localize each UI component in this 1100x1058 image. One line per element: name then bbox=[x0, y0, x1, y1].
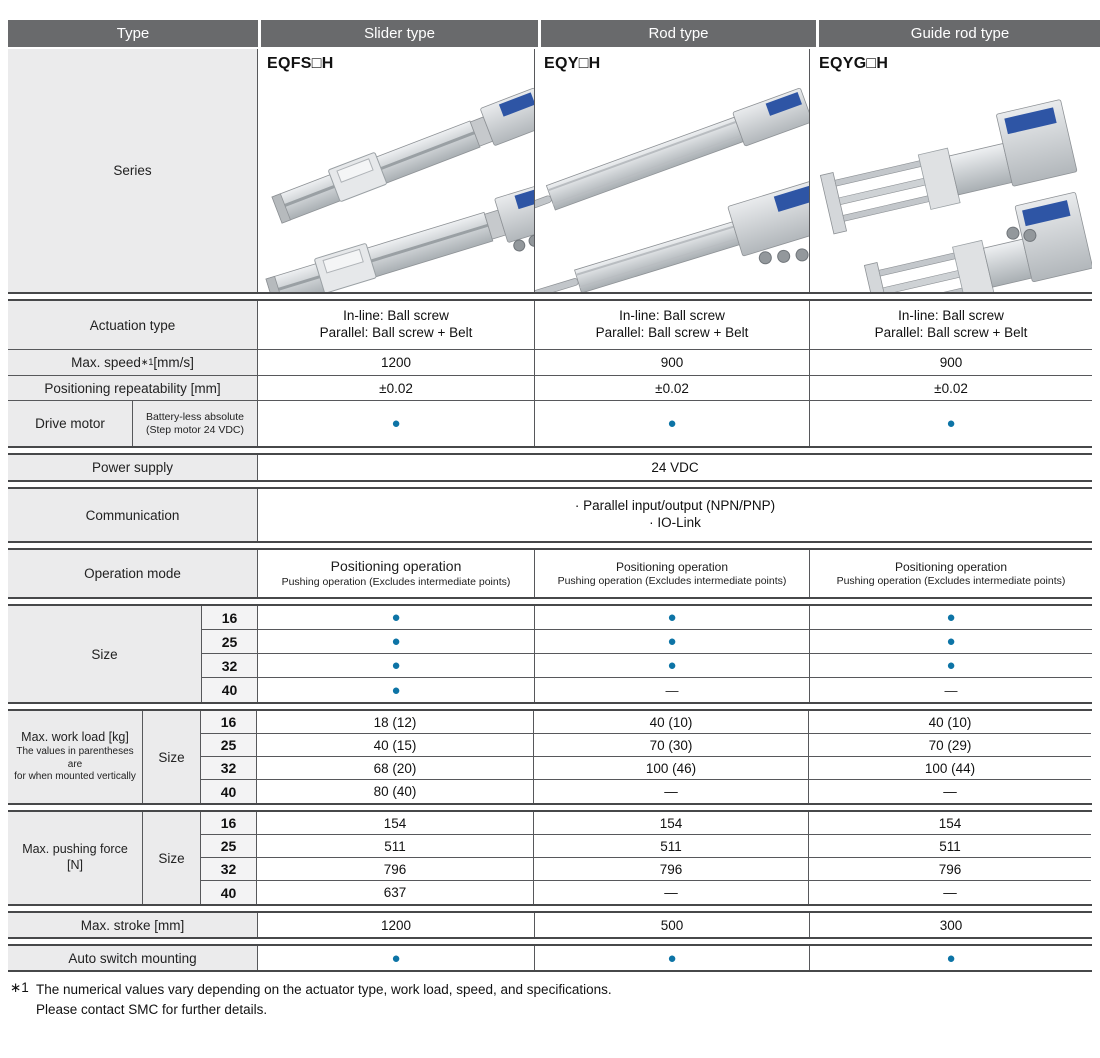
pushing-force-25-guide-rod: 511 bbox=[809, 835, 1091, 858]
power-supply-label: Power supply bbox=[8, 455, 258, 480]
max-stroke-section bbox=[8, 911, 1092, 939]
pushing-force-40-rod: — bbox=[534, 881, 809, 904]
header-slider-type: Slider type bbox=[261, 20, 538, 47]
pushing-force-16-guide-rod: 154 bbox=[809, 812, 1091, 835]
max-stroke-slider: 1200 bbox=[258, 913, 535, 937]
footnote bbox=[10, 980, 1092, 1021]
footnote-line-1: The numerical values vary depending on the actuator type, work load, speed, and specifications. bbox=[36, 982, 612, 997]
footnote-line-2: Please contact SMC for further details. bbox=[36, 1002, 268, 1018]
operation-mode-section bbox=[8, 548, 1092, 599]
pushing-force-16-slider: 154 bbox=[257, 812, 534, 835]
size-32-slider: ● bbox=[258, 654, 535, 678]
max-speed-guide-rod: 900 bbox=[810, 350, 1092, 376]
pushing-force-size-16: 16 bbox=[201, 812, 257, 835]
pushing-force-16-rod: 154 bbox=[534, 812, 809, 835]
communication-value: · Parallel input/output (NPN/PNP) · IO-Link bbox=[574, 498, 776, 530]
spec-section-main bbox=[8, 299, 1092, 448]
size-16-guide-rod: ● bbox=[810, 606, 1092, 630]
actuation-rod: In-line: Ball screw Parallel: Ball screw + Belt bbox=[535, 301, 810, 350]
series-model-guide-rod: EQYG□H bbox=[819, 55, 889, 72]
pushing-force-size-label: Size bbox=[143, 812, 201, 904]
drive-motor-rod: ● bbox=[535, 401, 810, 446]
work-load-16-slider: 18 (12) bbox=[257, 711, 534, 734]
pushing-force-40-guide-rod: — bbox=[943, 885, 957, 900]
max-stroke-guide-rod: 300 bbox=[939, 917, 963, 933]
drive-motor-slider: ● bbox=[258, 401, 535, 446]
series-label: Series bbox=[8, 49, 258, 292]
size-40-rod: — bbox=[535, 678, 810, 702]
pushing-force-label: Max. pushing force [N] bbox=[8, 812, 143, 904]
drive-motor-label: Drive motor bbox=[8, 401, 133, 446]
work-load-size-40: 40 bbox=[201, 780, 257, 803]
size-section bbox=[8, 604, 1092, 704]
spec-table bbox=[8, 20, 1092, 1021]
max-speed-label: Max. speed ∗1 [mm/s] bbox=[8, 350, 258, 376]
max-stroke-label: Max. stroke [mm] bbox=[8, 913, 258, 937]
pushing-force-32-slider: 796 bbox=[257, 858, 534, 881]
work-load-16-guide-rod: 40 (10) bbox=[809, 711, 1091, 734]
guide-rod-type-product-image bbox=[810, 49, 1092, 292]
pushing-force-32-guide-rod: 796 bbox=[809, 858, 1091, 881]
communication-section bbox=[8, 487, 1092, 543]
table-header bbox=[8, 20, 1092, 47]
size-25-slider: ● bbox=[258, 630, 535, 654]
series-model-slider: EQFS□H bbox=[267, 55, 334, 72]
actuation-guide-rod: In-line: Ball screw Parallel: Ball screw + Belt bbox=[810, 301, 1092, 350]
work-load-40-guide-rod: — bbox=[943, 784, 957, 799]
operation-mode-slider: Positioning operation Pushing operation (Excludes intermediate points) bbox=[258, 550, 535, 597]
max-stroke-rod: 500 bbox=[535, 913, 810, 937]
pushing-force-size-25: 25 bbox=[201, 835, 257, 858]
auto-switch-section bbox=[8, 944, 1092, 972]
repeatability-guide-rod: ±0.02 bbox=[810, 376, 1092, 401]
work-load-size-25: 25 bbox=[201, 734, 257, 757]
slider-type-photo-cell bbox=[258, 49, 535, 292]
size-25: 25 bbox=[202, 630, 258, 654]
header-type: Type bbox=[8, 20, 258, 47]
work-load-25-slider: 40 (15) bbox=[257, 734, 534, 757]
max-speed-rod: 900 bbox=[535, 350, 810, 376]
work-load-40-slider: 80 (40) bbox=[257, 780, 534, 803]
drive-motor-sub-label: Battery-less absolute (Step motor 24 VDC) bbox=[133, 401, 258, 446]
work-load-40-rod: — bbox=[534, 780, 809, 803]
pushing-force-size-40: 40 bbox=[201, 881, 257, 904]
header-guide-rod-type: Guide rod type bbox=[819, 20, 1100, 47]
work-load-size-32: 32 bbox=[201, 757, 257, 780]
actuation-type-label: Actuation type bbox=[8, 301, 258, 350]
auto-switch-slider: ● bbox=[258, 946, 535, 970]
work-load-size-label: Size bbox=[143, 711, 201, 803]
pushing-force-40-slider: 637 bbox=[257, 881, 534, 904]
pushing-force-size-32: 32 bbox=[201, 858, 257, 881]
size-25-guide-rod: ● bbox=[810, 630, 1092, 654]
drive-motor-guide-rod: ● bbox=[946, 415, 956, 432]
communication-label: Communication bbox=[8, 489, 258, 541]
pushing-force-25-rod: 511 bbox=[534, 835, 809, 858]
guide-rod-type-photo-cell bbox=[810, 49, 1092, 292]
pushing-force-32-rod: 796 bbox=[534, 858, 809, 881]
size-32-guide-rod: ● bbox=[810, 654, 1092, 678]
size-40: 40 bbox=[202, 678, 258, 702]
size-16: 16 bbox=[202, 606, 258, 630]
auto-switch-label: Auto switch mounting bbox=[8, 946, 258, 970]
pushing-force-25-slider: 511 bbox=[257, 835, 534, 858]
size-16-rod: ● bbox=[535, 606, 810, 630]
slider-type-product-image bbox=[258, 49, 535, 292]
power-supply-section bbox=[8, 453, 1092, 482]
work-load-label: Max. work load [kg] The values in parentheses are for when mounted vertically bbox=[8, 711, 143, 803]
operation-mode-guide-rod: Positioning operation Pushing operation (Excludes intermediate points) bbox=[836, 559, 1066, 587]
auto-switch-guide-rod: ● bbox=[946, 949, 956, 967]
work-load-16-rod: 40 (10) bbox=[534, 711, 809, 734]
footnote-marker: ∗1 bbox=[10, 980, 29, 995]
work-load-size-16: 16 bbox=[201, 711, 257, 734]
rod-type-product-image bbox=[535, 49, 810, 292]
size-16-slider: ● bbox=[258, 606, 535, 630]
work-load-32-guide-rod: 100 (44) bbox=[809, 757, 1091, 780]
work-load-section bbox=[8, 709, 1092, 805]
work-load-32-slider: 68 (20) bbox=[257, 757, 534, 780]
work-load-25-guide-rod: 70 (29) bbox=[809, 734, 1091, 757]
work-load-25-rod: 70 (30) bbox=[534, 734, 809, 757]
size-label: Size bbox=[8, 606, 202, 702]
repeatability-label: Positioning repeatability [mm] bbox=[8, 376, 258, 401]
actuation-slider: In-line: Ball screw Parallel: Ball screw + Belt bbox=[258, 301, 535, 350]
size-32-rod: ● bbox=[535, 654, 810, 678]
pushing-force-section bbox=[8, 810, 1092, 906]
size-32: 32 bbox=[202, 654, 258, 678]
max-speed-slider: 1200 bbox=[258, 350, 535, 376]
repeatability-slider: ±0.02 bbox=[258, 376, 535, 401]
header-rod-type: Rod type bbox=[541, 20, 816, 47]
size-25-rod: ● bbox=[535, 630, 810, 654]
series-model-rod: EQY□H bbox=[544, 55, 601, 72]
size-40-slider: ● bbox=[258, 678, 535, 702]
power-supply-value: 24 VDC bbox=[651, 460, 699, 475]
repeatability-rod: ±0.02 bbox=[535, 376, 810, 401]
work-load-32-rod: 100 (46) bbox=[534, 757, 809, 780]
operation-mode-rod: Positioning operation Pushing operation (Excludes intermediate points) bbox=[535, 550, 810, 597]
rod-type-photo-cell bbox=[535, 49, 810, 292]
series-row bbox=[8, 49, 1092, 294]
auto-switch-rod: ● bbox=[535, 946, 810, 970]
operation-mode-label: Operation mode bbox=[8, 550, 258, 597]
size-40-guide-rod: — bbox=[944, 682, 958, 698]
